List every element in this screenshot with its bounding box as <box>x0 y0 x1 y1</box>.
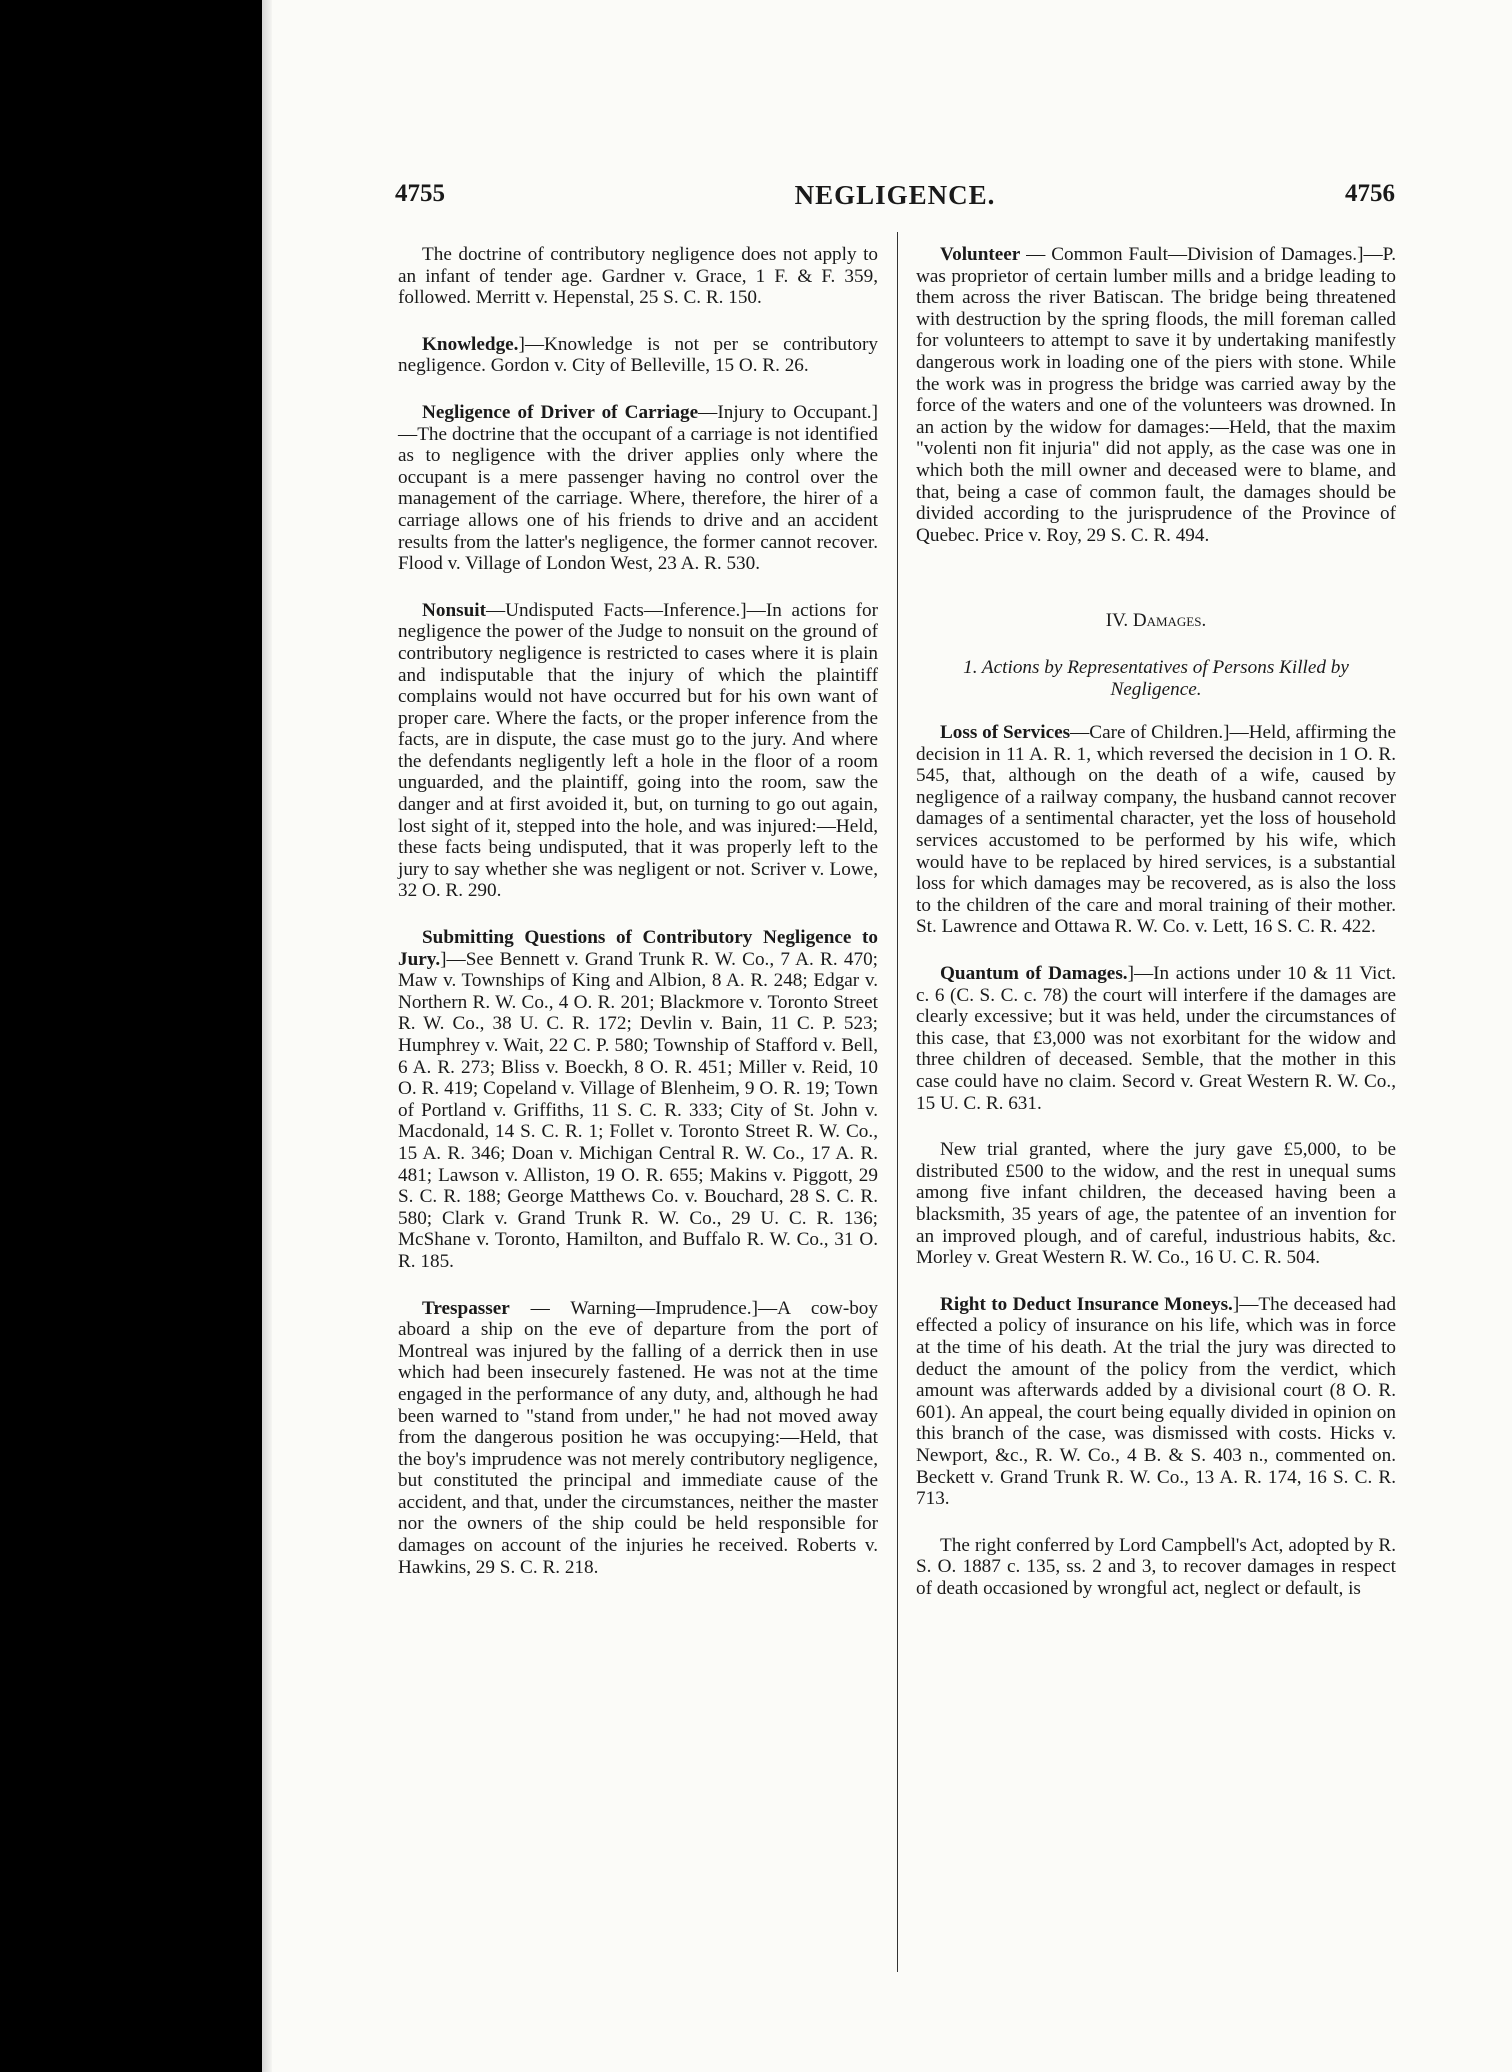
subsection-heading: 1. Actions by Representatives of Persons Killed by Negligence. <box>963 656 1349 700</box>
entry-heading: Quantum of Damages. <box>940 963 1128 985</box>
entry-text: ]—See Bennett v. Grand Trunk R. W. Co., 7 A. R. 470; Maw v. Townships of King and Albion, 8 A. R. 248; Edgar v. Northern R. W. Co., 4 O. R. 201; Blackmore v. Toronto Street R. W. Co., 38 U. C. R. 172; Devlin v. Bain, 11 C. P. 523; Humphrey v. Wait, 22 C. P. 580; Township of Stafford v. Bell, 6 A. R. 273; Bliss v. Boeckh, 8 O. R. 451; Miller v. Reid, 10 O. R. 419; Copeland v. Village of Blenheim, 9 O. R. 19; Town of Portland v. Griffiths, 11 S. C. R. 333; City of St. John v. Macdonald, 14 S. C. R. 1; Follet v. Toronto Street R. W. Co., 15 A. R. 346; Doan v. Michigan Central R. W. Co., 17 A. R. 481; Lawson v. Alliston, 19 O. R. 655; Makins v. Piggott, 29 S. C. R. 188; George Matthews Co. v. Bouchard, 28 S. C. R. 580; Clark v. Grand Trunk R. W. Co., 29 U. C. R. 136; McShane v. Toronto, Hamilton, and Buffalo R. W. Co., 31 O. R. 185. <box>398 948 878 1272</box>
running-header <box>395 180 1395 220</box>
entry-text: —Injury to Occupant.]—The doctrine that the occupant of a carriage is not identified as to negligence with the driver applies only where the occupant is a mere passenger having no control over the management of the carriage. Where, therefore, the hirer of a carriage allows one of his friends to drive and an accident results from the latter's negligence, the former cannot recover. Flood v. Village of London West, 23 A. R. 530. <box>398 401 878 575</box>
entry-text: —Undisputed Facts—Inference.]—In actions for negligence the power of the Judge to nonsuit on the ground of contributory negligence is restricted to cases where it is plain and indisputable that the injury of which the plaintiff complains would not have occurred but for his own want of proper care. Where the facts, or the proper inference from the facts, are in dispute, the case must go to the jury. And where the defendants negligently left a hole in the floor of a room unguarded, and the plaintiff, going into the room, saw the danger and at first avoided it, but, on turning to go out again, lost sight of it, stepped into the hole, and was injured:—Held, these facts being undisputed, that it was properly left to the jury to say whether she was negligent or not. Scriver v. Lowe, 32 O. R. 290. <box>398 599 878 902</box>
entry-text: ]—In actions under 10 & 11 Vict. c. 6 (C. S. C. c. 78) the court will interfere if the damages are clearly excessive; but it was held, under the circumstances of this case, that £3,000 was not exorbitant for the widow and three children of deceased. Semble, that the mother in this case could have no claim. Secord v. Great Western R. W. Co., 15 U. C. R. 631. <box>916 963 1396 1114</box>
left-column <box>398 244 878 1603</box>
left-page-number: 4755 <box>395 180 445 207</box>
entry-loss-of-services <box>916 722 1396 938</box>
page-edge-shadow <box>262 0 272 2072</box>
entry-heading: Negligence of Driver of Carriage <box>422 401 699 423</box>
entry-nonsuit <box>398 600 878 902</box>
page-title: NEGLIGENCE. <box>794 180 996 210</box>
paragraph-campbells-act: The right conferred by Lord Campbell's Act, adopted by R. S. O. 1887 c. 135, ss. 2 and 3, to recover damages in respect of death occasioned by wrongful act, neglect or default, is <box>916 1534 1396 1599</box>
section-heading: IV. Damages. <box>1105 610 1207 632</box>
paragraph-new-trial: New trial granted, where the jury gave £5,000, to be distributed £500 to the widow, and the rest in unequal sums among five infant children, the deceased having been a blacksmith, 35 years of age, the patentee of an invention for an improved plough, and of careful, industrious habits, &c. Morley v. Great Western R. W. Co., 16 U. C. R. 504. <box>916 1139 1396 1269</box>
entry-heading: Volunteer <box>940 244 1021 265</box>
entry-heading: Knowledge. <box>422 333 519 355</box>
entry-insurance-moneys <box>916 1294 1396 1510</box>
entry-heading: Right to Deduct Insurance Moneys. <box>940 1293 1233 1315</box>
entry-quantum-of-damages <box>916 963 1396 1114</box>
entry-driver-of-carriage <box>398 402 878 575</box>
entry-heading: Loss of Services <box>940 722 1071 744</box>
entry-text: — Common Fault—Division of Damages.]—P. was proprietor of certain lumber mills and a bridge leading to them across the river Batiscan. The bridge being threatened with destruction by the spring floods, the mill foreman called for volunteers to attempt to save it by undertaking manifestly dangerous work in loading one of the piers with stone. While the work was in progress the bridge was carried away by the force of the waters and one of the volunteers was drowned. In an action by the widow for damages:—Held, that the maxim "volenti non fit injuria" did not apply, as the case was one in which both the mill owner and deceased were to blame, and that, being a case of common fault, the damages should be divided according to the jurisprudence of the Province of Quebec. Price v. Roy, 29 S. C. R. 494. <box>916 244 1396 546</box>
entry-submitting-questions <box>398 927 878 1273</box>
entry-volunteer <box>916 244 1396 546</box>
entry-text: — Warning—Imprudence.]—A cow-boy aboard a ship on the eve of departure from the port of Montreal was injured by the falling of a derrick then in use which had been insecurely fastened. He was not at the time engaged in the performance of any duty, and, although he had been warned to "stand from under," he had not moved away from the dangerous position he was occupying:—Held, that the boy's imprudence was not merely contributory negligence, but constituted the principal and immediate cause of the accident, and that, under the circumstances, neither the master nor the owners of the ship could be held responsible for damages on account of the injuries he received. Roberts v. Hawkins, 29 S. C. R. 218. <box>398 1297 878 1578</box>
column-divider <box>897 232 898 1972</box>
entry-text: ]—The deceased had effected a policy of insurance on his life, which was in force at the time of his death. At the trial the jury was directed to deduct the amount of the policy from the verdict, which amount was afterwards added by a divisional court (8 O. R. 601). An appeal, the court being equally divided in opinion on this branch of the case, was dismissed with costs. Hicks v. Newport, &c., R. W. Co., 4 B. & S. 403 n., commented on. Beckett v. Grand Trunk R. W. Co., 13 A. R. 174, 16 S. C. R. 713. <box>916 1293 1396 1510</box>
entry-heading: Nonsuit <box>422 599 486 621</box>
entry-trespasser <box>398 1298 878 1579</box>
paragraph-infant: The doctrine of contributory negligence does not apply to an infant of tender age. Gardner v. Grace, 1 F. & F. 359, followed. Merritt v. Hepenstal, 25 S. C. R. 150. <box>398 244 878 309</box>
entry-heading: Trespasser <box>422 1297 510 1319</box>
entry-knowledge <box>398 334 878 377</box>
entry-heading: Submitting Questions of Contributory Negligence to Jury. <box>398 927 878 970</box>
entry-text: —Care of Children.]—Held, affirming the decision in 11 A. R. 1, which reversed the decision in 1 O. R. 545, that, although on the death of a wife, caused by negligence of a railway company, the husband cannot recover damages of a sentimental character, yet the loss of household services accustomed to be performed by his wife, which would have to be replaced by hired services, is a substantial loss for which damages may be recovered, as is also the loss to the children of the care and moral training of their mother. St. Lawrence and Ottawa R. W. Co. v. Lett, 16 S. C. R. 422. <box>916 722 1397 938</box>
right-page-number: 4756 <box>1345 180 1395 207</box>
right-column <box>916 244 1396 1624</box>
entry-text: ]—Knowledge is not per se contributory negligence. Gordon v. City of Belleville, 15 O. R. 26. <box>398 333 878 377</box>
